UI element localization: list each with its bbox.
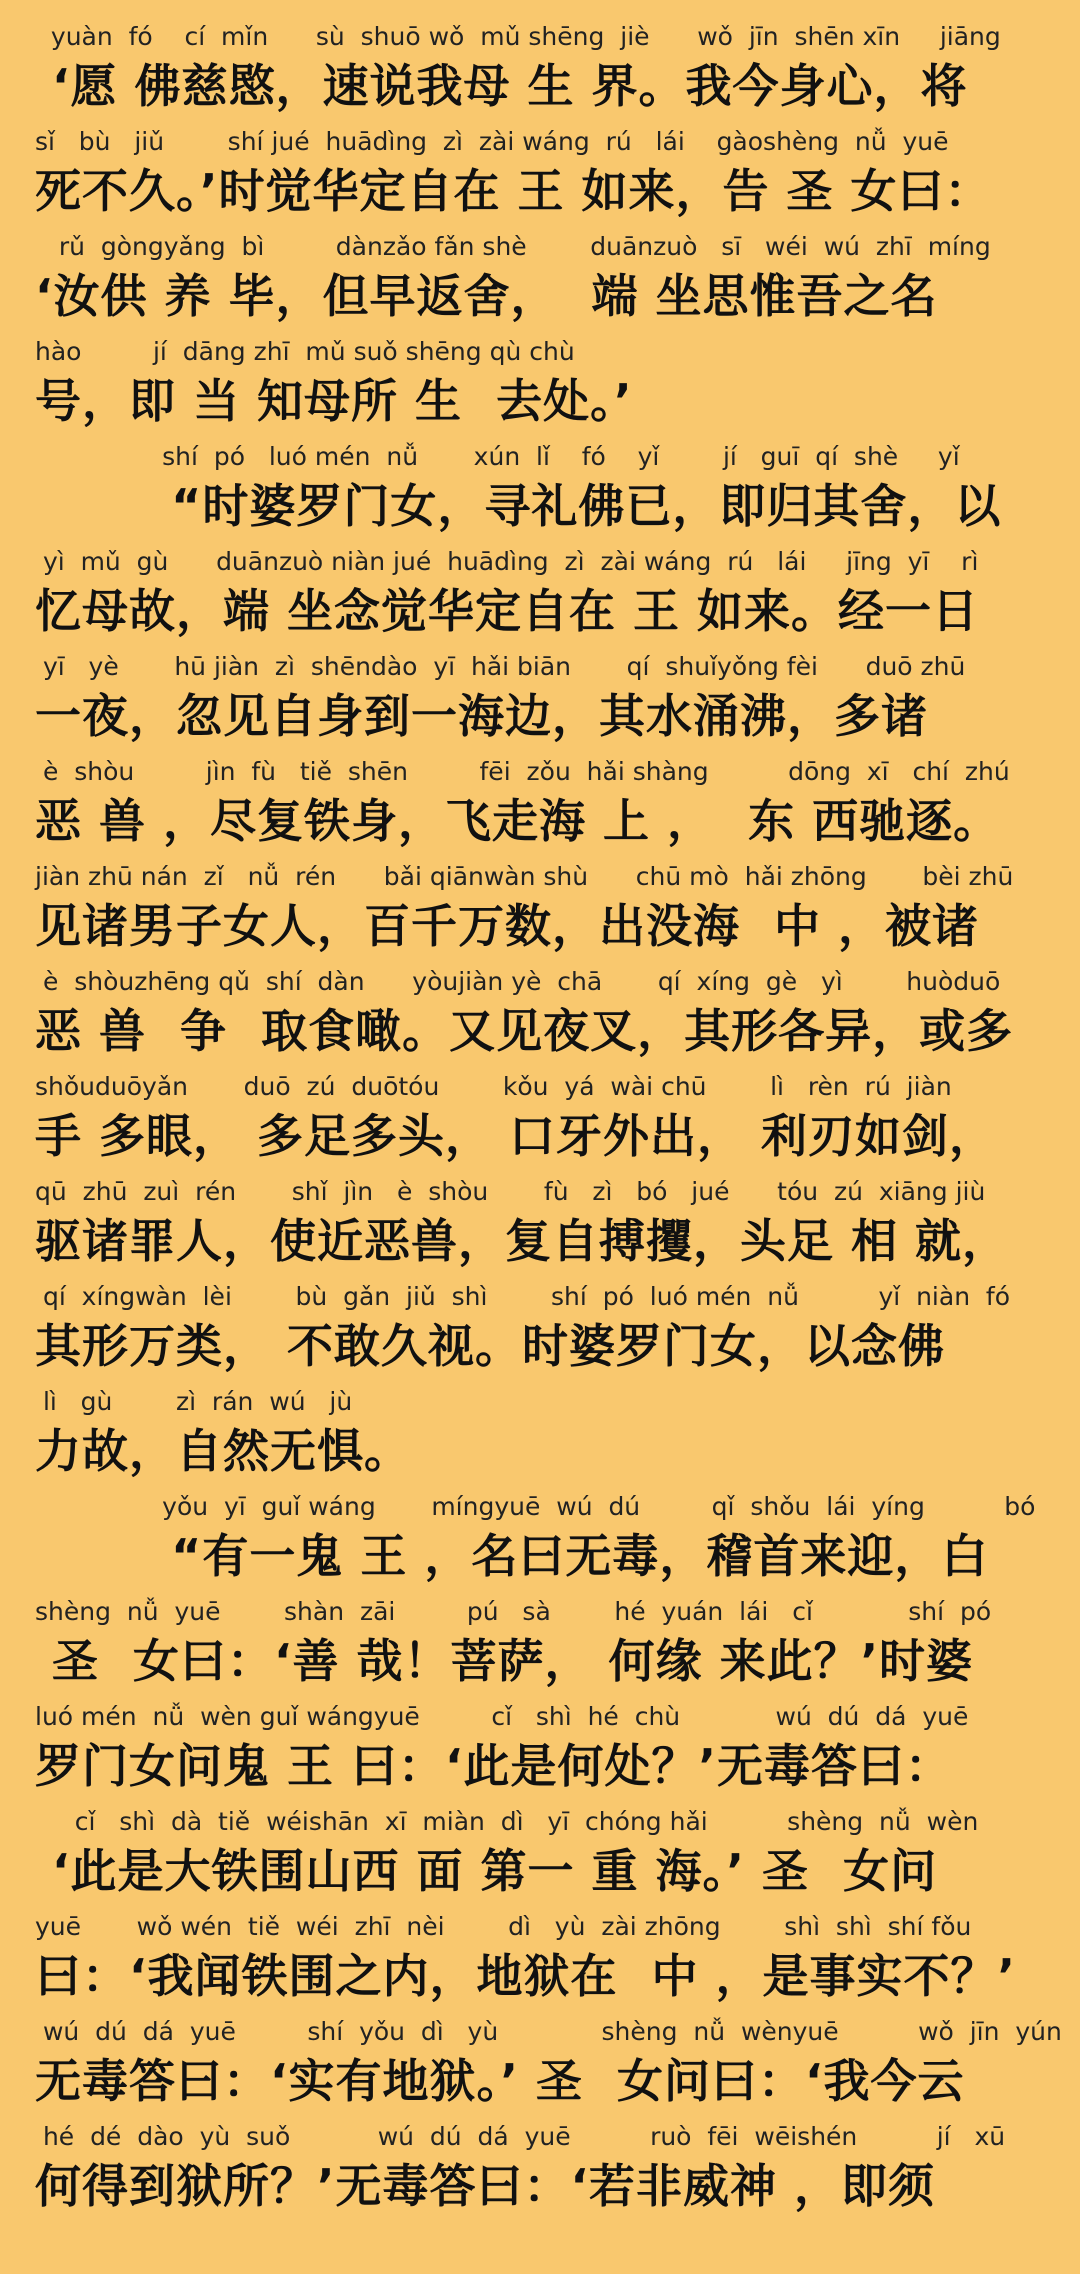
pinyin-line: è shòuzhēng qǔ shí dàn yòujiàn yè chā qí xíng gè yì huòduō xyxy=(35,967,1001,996)
pinyin-line: yì mǔ gù duānzuò niàn jué huādìng zì zài wáng rú lái jīng yī rì xyxy=(35,547,979,576)
text-line xyxy=(35,1910,1045,2015)
hanzi-line: 何得到狱所？’无毒答曰：‘若非威神 ，即须 xyxy=(35,2159,935,2213)
text-line xyxy=(35,755,1045,860)
hanzi-line: ‘汝供 养 毕，但早返舍， 端 坐思惟吾之名 xyxy=(35,269,938,323)
hanzi-line: 其形万类， 不敢久视。时婆罗门女，以念佛 xyxy=(35,1319,946,1373)
pinyin-line: sǐ bù jiǔ shí jué huādìng zì zài wáng rú lái gàoshèng nǚ yuē xyxy=(35,127,949,156)
hanzi-line: 曰：‘我闻铁围之内，地狱在 中 ，是事实不？’ xyxy=(35,1949,1016,2003)
text-line xyxy=(35,1595,1045,1700)
pinyin-line: hào jí dāng zhī mǔ suǒ shēng qù chù xyxy=(35,337,575,366)
text-line xyxy=(35,440,1045,545)
text-line xyxy=(35,545,1045,650)
hanzi-line: 罗门女问鬼 王 曰：‘此是何处？’无毒答曰： xyxy=(35,1739,952,1793)
pinyin-line: yī yè hū jiàn zì shēndào yī hǎi biān qí shuǐyǒng fèi duō zhū xyxy=(35,652,966,681)
hanzi-line: 手 多眼， 多足多头， 口牙外出， 利刃如剑， xyxy=(35,1109,997,1163)
text-line xyxy=(35,650,1045,755)
hanzi-line: “有一鬼 王 ，名曰无毒，稽首来迎，白 xyxy=(35,1529,989,1583)
hanzi-line: 忆母故，端 坐念觉华定自在 王 如来。经一日 xyxy=(35,584,980,638)
hanzi-line: “时婆罗门女，寻礼佛已，即归其舍，以 xyxy=(35,479,1002,533)
pinyin-line: qí xíngwàn lèi bù gǎn jiǔ shì shí pó luó mén nǚ yǐ niàn fó xyxy=(35,1282,1011,1311)
pinyin-line: jiàn zhū nán zǐ nǚ rén bǎi qiānwàn shù chū mò hǎi zhōng bèi zhū xyxy=(35,862,1014,891)
text-line xyxy=(35,2015,1062,2120)
pinyin-line: è shòu jìn fù tiě shēn fēi zǒu hǎi shàng dōng xī chí zhú xyxy=(35,757,1010,786)
pinyin-line: lì gù zì rán wú jù xyxy=(35,1387,353,1416)
text-line xyxy=(35,1175,1045,1280)
text-line xyxy=(35,335,1045,440)
hanzi-line: ‘此是大铁围山西 面 第一 重 海。’ 圣 女问 xyxy=(35,1844,938,1898)
pinyin-line: luó mén nǚ wèn guǐ wángyuē cǐ shì hé chù wú dú dá yuē xyxy=(35,1702,969,1731)
hanzi-line: 恶 兽 争 取食噉。又见夜叉，其形各异，或多 xyxy=(35,1004,1014,1058)
pinyin-line: shǒuduōyǎn duō zú duōtóu kǒu yá wài chū lì rèn rú jiàn xyxy=(35,1072,952,1101)
text-line xyxy=(35,860,1045,965)
text-line xyxy=(35,125,1045,230)
text-line xyxy=(35,1700,1045,1805)
hanzi-line: 恶 兽 ，尽复铁身，飞走海 上 ， 东 西驰逐。 xyxy=(35,794,1001,848)
text-line xyxy=(35,1280,1045,1385)
pinyin-line: cǐ shì dà tiě wéishān xī miàn dì yī chóng hǎi shèng nǚ wèn xyxy=(35,1807,979,1836)
pinyin-line: yǒu yī guǐ wáng míngyuē wú dú qǐ shǒu lái yíng bó xyxy=(35,1492,1036,1521)
text-line xyxy=(35,2120,1045,2225)
hanzi-line: 号，即 当 知母所 生 去处。’ xyxy=(35,374,633,428)
hanzi-line: 死不久。’时觉华定自在 王 如来，告 圣 女曰： xyxy=(35,164,992,218)
hanzi-line: 见诸男子女人，百千万数，出没海 中 ，被诸 xyxy=(35,899,980,953)
hanzi-line: 力故，自然无惧。 xyxy=(35,1424,411,1478)
pinyin-line: rǔ gòngyǎng bì dànzǎo fǎn shè duānzuò sī wéi wú zhī míng xyxy=(35,232,991,261)
text-line xyxy=(35,965,1045,1070)
pinyin-line: wú dú dá yuē shí yǒu dì yù shèng nǚ wènyuē wǒ jīn yún xyxy=(35,2017,1062,2046)
text-line xyxy=(35,1490,1045,1595)
pinyin-line: shí pó luó mén nǚ xún lǐ fó yǐ jí guī qí shè yǐ xyxy=(35,442,960,471)
text-line xyxy=(35,1805,1045,1910)
pinyin-line: yuē wǒ wén tiě wéi zhī nèi dì yù zài zhōng shì shì shí fǒu xyxy=(35,1912,972,1941)
hanzi-line: ‘愿 佛慈愍，速说我母 生 界。我今身心，将 xyxy=(35,59,968,113)
hanzi-line: 圣 女曰：‘善 哉！菩萨， 何缘 来此？’时婆 xyxy=(35,1634,974,1688)
pinyin-line: hé dé dào yù suǒ wú dú dá yuē ruò fēi wēishén jí xū xyxy=(35,2122,1006,2151)
pinyin-line: yuàn fó cí mǐn sù shuō wǒ mǔ shēng jiè wǒ jīn shēn xīn jiāng xyxy=(35,22,1001,51)
text-line xyxy=(35,1070,1045,1175)
hanzi-line: 无毒答曰：‘实有地狱。’ 圣 女问曰：‘我今云 xyxy=(35,2054,965,2108)
hanzi-line: 一夜，忽见自身到一海边，其水涌沸，多诸 xyxy=(35,689,928,743)
pinyin-line: qū zhū zuì rén shǐ jìn è shòu fù zì bó jué tóu zú xiāng jiù xyxy=(35,1177,986,1206)
text-line xyxy=(35,20,1045,125)
text-line xyxy=(35,230,1045,335)
pinyin-line: shèng nǚ yuē shàn zāi pú sà hé yuán lái cǐ shí pó xyxy=(35,1597,992,1626)
hanzi-line: 驱诸罪人，使近恶兽，复自搏攫，头足 相 就， xyxy=(35,1214,1010,1268)
text-line xyxy=(35,1385,1045,1490)
